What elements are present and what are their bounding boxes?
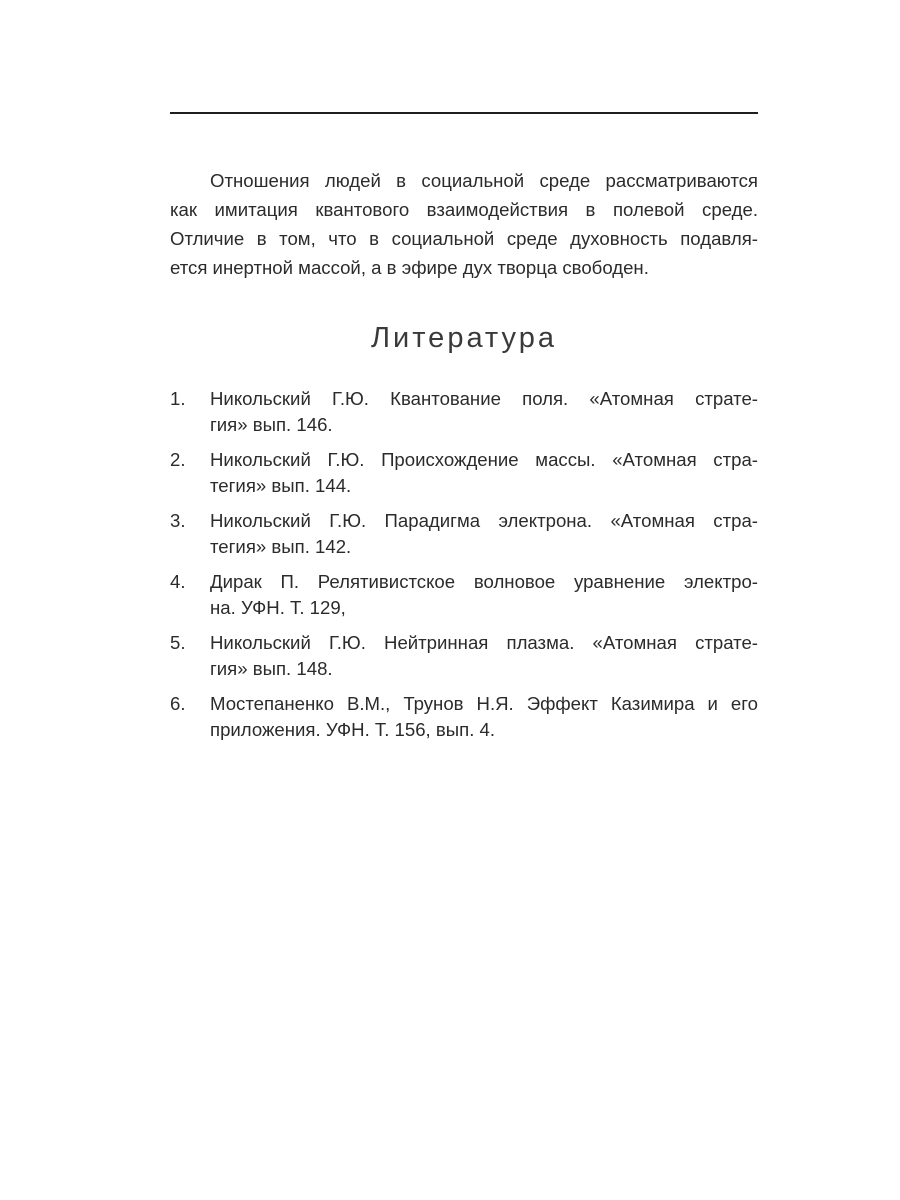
body-paragraph xyxy=(170,166,758,282)
reference-number: 5. xyxy=(170,632,186,653)
reference-line: Никольский Г.Ю. Происхождение массы. «Атомная стра- xyxy=(210,449,758,470)
literature-heading: Литература xyxy=(371,322,557,354)
paragraph-line: ется инертной массой, а в эфире дух творца свободен. xyxy=(170,257,649,278)
reference-line: тегия» вып. 142. xyxy=(210,536,352,557)
reference-line: гия» вып. 146. xyxy=(210,414,333,435)
reference-item xyxy=(170,691,758,743)
reference-item xyxy=(170,386,758,438)
paragraph-line: как имитация квантового взаимодействия в полевой среде. xyxy=(170,199,758,220)
reference-item xyxy=(170,630,758,682)
reference-number: 3. xyxy=(170,510,186,531)
reference-number: 2. xyxy=(170,449,186,470)
reference-line: приложения. УФН. Т. 156, вып. 4. xyxy=(210,719,496,740)
reference-number: 6. xyxy=(170,693,186,714)
reference-line: Никольский Г.Ю. Нейтринная плазма. «Атомная страте- xyxy=(210,632,758,653)
reference-line: Никольский Г.Ю. Парадигма электрона. «Атомная стра- xyxy=(210,510,758,531)
reference-number: 4. xyxy=(170,571,186,592)
reference-item xyxy=(170,447,758,499)
reference-list xyxy=(170,386,758,752)
paragraph-line: Отношения людей в социальной среде рассматриваются xyxy=(210,170,758,191)
reference-item xyxy=(170,569,758,621)
reference-number: 1. xyxy=(170,388,186,409)
reference-line: Никольский Г.Ю. Квантование поля. «Атомная страте- xyxy=(210,388,758,409)
reference-line: тегия» вып. 144. xyxy=(210,475,352,496)
header-rule xyxy=(170,112,758,114)
reference-line: Дирак П. Релятивистское волновое уравнение электро- xyxy=(210,571,758,592)
reference-item xyxy=(170,508,758,560)
reference-line: Мостепаненко В.М., Трунов Н.Я. Эффект Казимира и его xyxy=(210,693,758,714)
reference-line: гия» вып. 148. xyxy=(210,658,333,679)
paragraph-line: Отличие в том, что в социальной среде духовность подавля- xyxy=(170,228,758,249)
reference-line: на. УФН. Т. 129, xyxy=(210,597,346,618)
